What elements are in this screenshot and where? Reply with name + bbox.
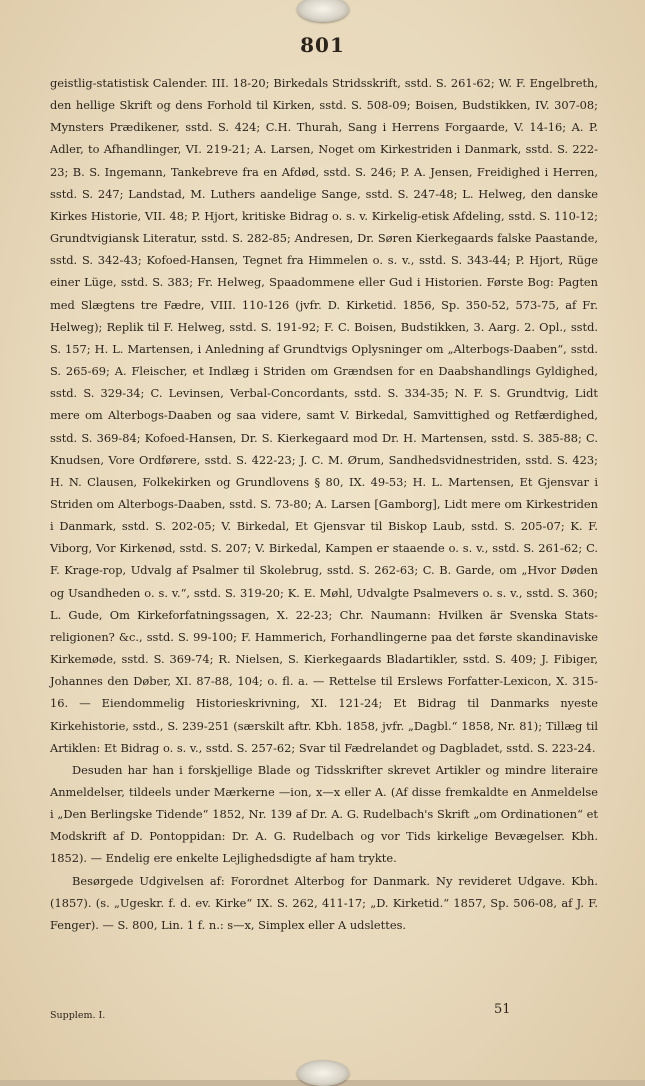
- page-footer: [50, 1002, 598, 1024]
- binding-hole-bottom: [297, 1060, 349, 1086]
- page-text: [50, 72, 598, 936]
- paragraph-articles: Desuden har han i forskjellige Blade og Tidsskrifter skrevet Artikler og mindre literaire Anmeldelser, tildeels under Mærkerne —ion, x—x eller A. (Af disse fremkaldte en Anmeldelse i „Den Berlingske Tidende“ 1852, Nr. 139 af Dr. A. G. Rudelbach's Skrift „om Ordinationen“ et Modskrift af D. Pontoppidan: Dr. A. G. Rudelbach og vor Tids kirkelige Bevægelser. Kbh. 1852). — Endelig ere enkelte Lejlighedsdigte af ham trykte.: [50, 762, 598, 866]
- footer-number: 51: [494, 1002, 511, 1017]
- paragraph-bibliography: geistlig-statistisk Calender. III. 18-20; Birkedals Stridsskrift, sstd. S. 261-62; W. F. Engelbreth, den hellige Skrift og dens Forhold til Kirken, sstd. S. 508-09; Boisen, Budstikken, IV. 307-08; Mynsters Prædikener, sstd. S. 424; C.H. Thurah, Sang i Herrens Forgaarde, V. 14-16; A. P. Adler, to Afhandlinger, VI. 219-21; A. Larsen, Noget om Kirkestriden i Danmark, sstd. S. 222-23; B. S. Ingemann, Tankebreve fra en Afdød, sstd. S. 246; P. A. Jensen, Freidighed i Herren, sstd. S. 247; Landstad, M. Luthers aandelige Sange, sstd. S. 247-48; L. Helweg, den danske Kirkes Historie, VII. 48; P. Hjort, kritiske Bidrag o. s. v. Kirkelig-etisk Afdeling, sstd. S. 110-12; Grundtvigiansk Literatur, sstd. S. 282-85; Andresen, Dr. Søren Kierkegaards falske Paastande, sstd. S. 342-43; Kofoed-Hansen, Tegnet fra Himmelen o. s. v., sstd. S. 343-44; P. Hjort, Rüge einer Lüge, sstd. S. 383; Fr. Helweg, Spaadommene eller Gud i Historien. Første Bog: Pagten med Slægtens tre Fædre, VIII. 110-126 (jvfr. D. Kirketid. 1856, Sp. 350-52, 573-75, af Fr. Helweg); Replik til F. Helweg, sstd. S. 191-92; F. C. Boisen, Budstikken, 3. Aarg. 2. Opl., sstd. S. 157; H. L. Martensen, i Anledning af Grundtvigs Oplysninger om „Alterbogs-Daaben“, sstd. S. 265-69; A. Fleischer, et Indlæg i Striden om Grændsen for en Daabshandlings Gyldighed, sstd. S. 329-34; C. Levinsen, Verbal-Concordants, sstd. S. 334-35; N. F. S. Grundtvig, Lidt mere om Alterbogs-Daaben og saa videre, samt V. Birkedal, Samvittighed og Retfærdighed, sstd. S. 369-84; Kofoed-Hansen, Dr. S. Kierkegaard mod Dr. H. Martensen, sstd. S. 385-88; C. Knudsen, Vore Ordførere, sstd. S. 422-23; J. C. M. Ørum, Sandhedsvidnestriden, sstd. S. 423; H. N. Clausen, Folkekirken og Grundlovens § 80, IX. 49-53; H. L. Martensen, Et Gjensvar i Striden om Alterbogs-Daaben, sstd. S. 73-80; A. Larsen [Gamborg], Lidt mere om Kirkestriden i Danmark, sstd. S. 202-05; V. Birkedal, Et Gjensvar til Biskop Laub, sstd. S. 205-07; K. F. Viborg, Vor Kirkenød, sstd. S. 207; V. Birkedal, Kampen er staaende o. s. v., sstd. S. 261-62; C. F. Krage-rop, Udvalg af Psalmer til Skolebrug, sstd. S. 262-63; C. B. Garde, om „Hvor Døden og Usandheden o. s. v.“, sstd. S. 319-20; K. E. Møhl, Udvalgte Psalmevers o. s. v., sstd. S. 360; L. Gude, Om Kirkeforfatningssagen, X. 22-23; Chr. Naumann: Hvilken är Svenska Stats-religionen? &c., sstd. S. 99-100; F. Hammerich, Forhandlingerne paa det første skandinaviske Kirkemøde, sstd. S. 369-74; R. Nielsen, S. Kierkegaards Bladartikler, sstd. S. 409; J. Fibiger, Johannes den Døber, XI. 87-88, 104; o. fl. a. — Rettelse til Erslews Forfatter-Lexicon, X. 315-16. — Eiendommelig Historieskrivning, XI. 121-24; Et Bidrag til Danmarks nyeste Kirkehistorie, sstd., S. 239-251 (særskilt aftr. Kbh. 1858, jvfr. „Dagbl.“ 1858, Nr. 81); Tillæg til Artiklen: Et Bidrag o. s. v., sstd. S. 257-62; Svar til Fædrelandet og Dagbladet, sstd. S. 223-24.: [50, 76, 598, 755]
- binding-hole-top: [297, 0, 349, 22]
- page-number: 801: [300, 33, 345, 57]
- signature-mark: Supplem. I.: [50, 1010, 106, 1021]
- paragraph-edition: Besørgede Udgivelsen af: Forordnet Alterbog for Danmark. Ny revideret Udgave. Kbh. (1857). (s. „Ugeskr. f. d. ev. Kirke“ IX. S. 262, 411-17; „D. Kirketid.“ 1857, Sp. 506-08, af J. F. Fenger). — S. 800, Lin. 1 f. n.: s—x, Simplex eller A udslettes.: [50, 873, 598, 932]
